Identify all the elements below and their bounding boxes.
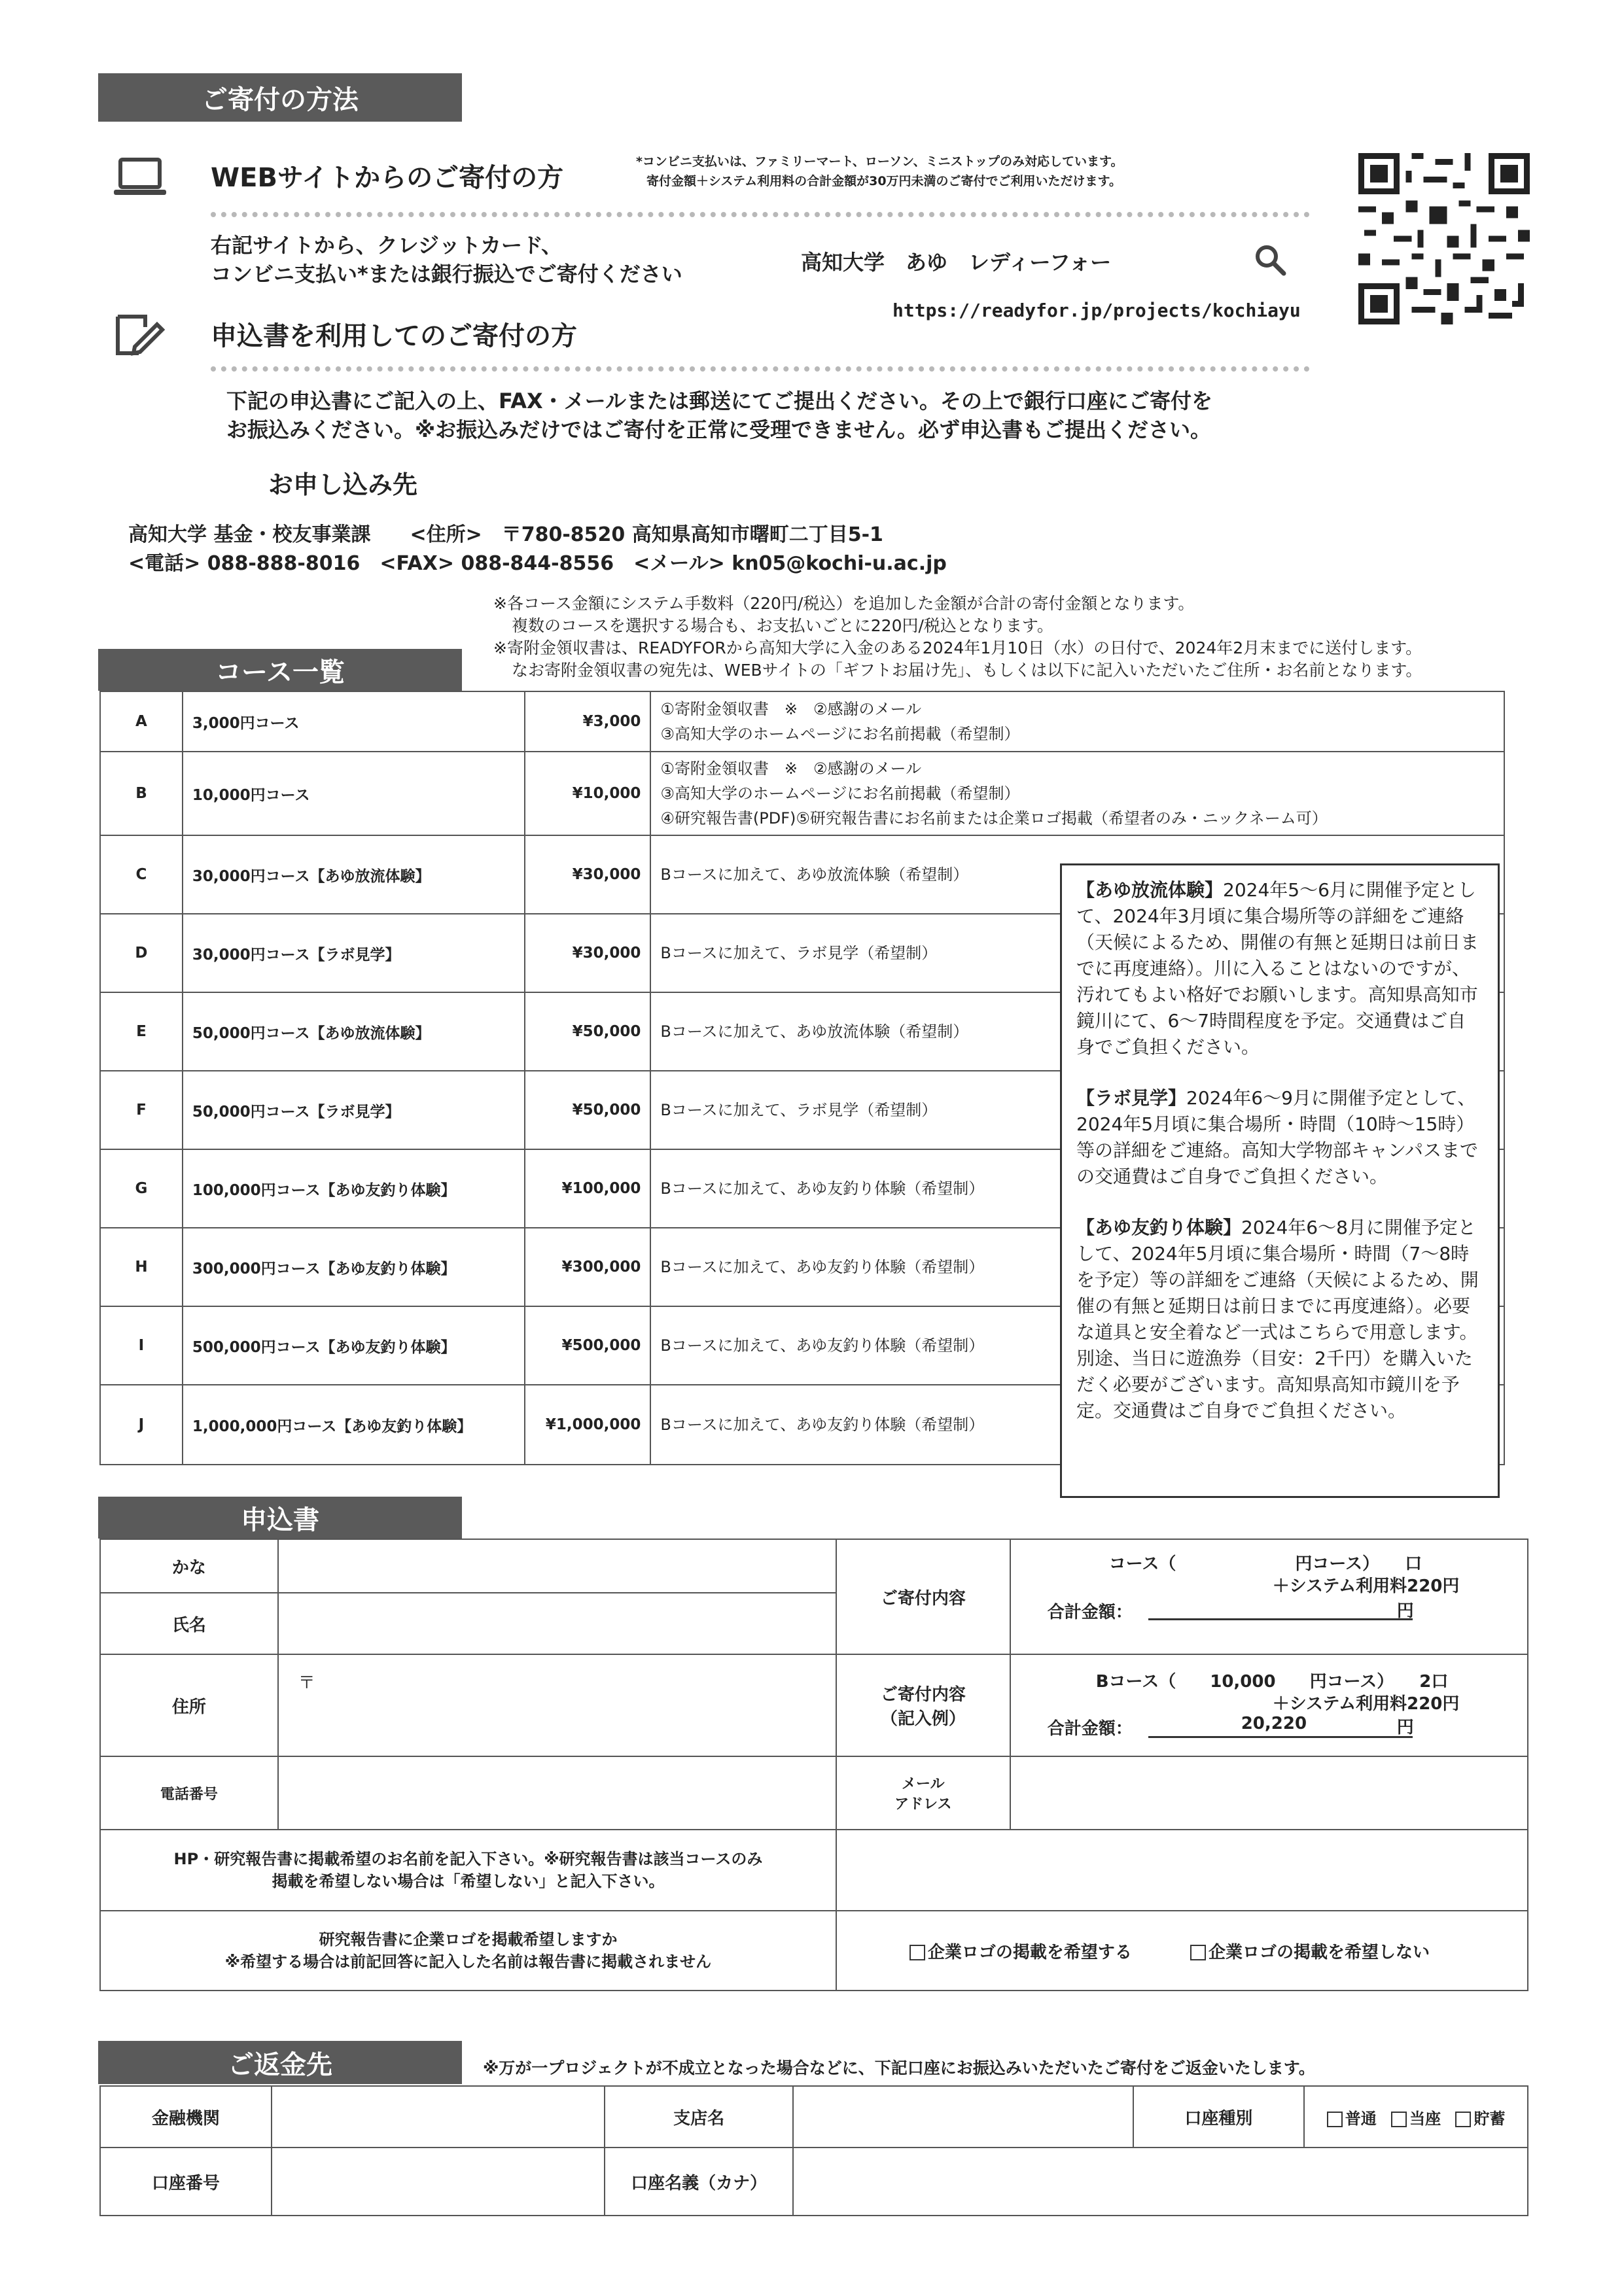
- section-header-courses: コース一覧: [98, 649, 462, 691]
- logo-no-checkbox[interactable]: [1190, 1945, 1206, 1960]
- address-label: 住所: [100, 1654, 278, 1756]
- course-price: ¥100,000: [525, 1149, 650, 1228]
- course-id: D: [100, 914, 183, 992]
- example-label-2: （記入例）: [880, 1709, 966, 1729]
- search-icon: [1254, 243, 1288, 277]
- email-field[interactable]: [1010, 1756, 1528, 1830]
- refund-table: [99, 2085, 1528, 2216]
- course-price: ¥30,000: [525, 835, 650, 914]
- web-donation-title: WEBサイトからのご寄付の方: [211, 163, 564, 193]
- course-benefit-line: ①寄附金領収書 ※ ②感謝のメール: [660, 759, 922, 778]
- type-savings-option[interactable]: [1455, 2110, 1505, 2128]
- system-fee: ＋システム利用料220円: [1272, 1576, 1460, 1596]
- course-name: 30,000円コース【あゆ放流体験】: [183, 835, 525, 914]
- donation-content-label: ご寄付内容: [836, 1539, 1010, 1654]
- course-id: B: [100, 752, 183, 835]
- info-ayu-release-title: 【あゆ放流体験】: [1076, 879, 1224, 901]
- hp-line-1: HP・研究報告書に掲載希望のお名前を記入下さい。※研究報告書は該当コースのみ: [173, 1850, 763, 1868]
- event-info-box: [1060, 863, 1500, 1498]
- example-course: Bコース（ 10,000 円コース） 2口: [1095, 1672, 1449, 1692]
- yen-label: 円: [1396, 1601, 1414, 1621]
- account-number-label: 口座番号: [100, 2148, 272, 2216]
- account-number-field[interactable]: [272, 2148, 605, 2216]
- course-benefits: [650, 691, 1504, 752]
- section-header-application: 申込書: [98, 1497, 462, 1539]
- course-note-1: ※各コース金額にシステム手数料（220円/税込）を追加した金額が合計の寄付金額となります。: [493, 594, 1195, 613]
- example-label-1: ご寄付内容: [880, 1685, 966, 1705]
- form-donation-title: 申込書を利用してのご寄付の方: [211, 321, 577, 351]
- hp-name-label: [100, 1830, 836, 1911]
- info-fishing-title: 【あゆ友釣り体験】: [1076, 1217, 1242, 1238]
- logo-no-label: 企業ロゴの掲載を希望しない: [1209, 1942, 1430, 1962]
- course-benefit-line: ①寄附金領収書 ※ ②感謝のメール: [660, 700, 922, 718]
- type-savings-label: 貯蓄: [1474, 2109, 1506, 2128]
- account-name-field[interactable]: [793, 2148, 1528, 2216]
- divider-dots-2: [211, 366, 1310, 372]
- course-benefit-line: Bコースに加えて、あゆ放流体験（希望制）: [660, 865, 969, 884]
- course-benefit-line: Bコースに加えて、あゆ友釣り体験（希望制）: [660, 1179, 985, 1198]
- logo-label: [100, 1911, 836, 1991]
- section-header-refund: ご返金先: [98, 2041, 462, 2084]
- example-total: 20,220: [1241, 1714, 1307, 1733]
- course-name: 3,000円コース: [183, 691, 525, 752]
- form-desc-2: お振込みください。※お振込みだけではご寄付を正常に受理できません。必ず申込書もご提出ください。: [226, 417, 1212, 442]
- email-label-2: アドレス: [894, 1796, 952, 1813]
- course-row: [100, 752, 1504, 835]
- kana-label: かな: [100, 1539, 278, 1593]
- phone-label: 電話番号: [100, 1756, 278, 1830]
- course-name: 500,000円コース【あゆ友釣り体験】: [183, 1306, 525, 1385]
- web-desc-1: 右記サイトから、クレジットカード、: [211, 233, 563, 258]
- divider-dots: [211, 212, 1310, 217]
- form-desc-1: 下記の申込書にご記入の上、FAX・メールまたは郵送にてご提出ください。その上で銀行口座にご寄付を: [226, 389, 1212, 413]
- course-benefit-line: ④研究報告書(PDF)⑤研究報告書にお名前または企業ロゴ掲載（希望者のみ・ニックネーム可）: [660, 809, 1328, 827]
- email-label-1: メール: [902, 1776, 945, 1792]
- logo-line-1: 研究報告書に企業ロゴを掲載希望しますか: [319, 1930, 618, 1949]
- course-id: F: [100, 1071, 183, 1149]
- course-name: 50,000円コース【あゆ放流体験】: [183, 992, 525, 1071]
- course-price: ¥50,000: [525, 992, 650, 1071]
- kana-field[interactable]: [278, 1539, 836, 1593]
- laptop-icon: [113, 157, 168, 198]
- account-type-options: [1304, 2086, 1528, 2148]
- info-lab-body: 2024年6〜9月に開催予定として、2024年5月頃に集合場所・時間（10時〜15時）等の詳細をご連絡。高知大学物部キャンパスまでの交通費はご自身でご負担ください。: [1076, 1087, 1479, 1187]
- course-benefit-line: Bコースに加えて、あゆ友釣り体験（希望制）: [660, 1336, 985, 1355]
- course-benefit-line: Bコースに加えて、あゆ友釣り体験（希望制）: [660, 1416, 985, 1434]
- course-id: E: [100, 992, 183, 1071]
- course-id: H: [100, 1228, 183, 1306]
- info-ayu-release-body: 2024年5〜6月に開催予定として、2024年3月頃に集合場所等の詳細をご連絡（天候によるため、開催の有無と延期日は前日までに再度連絡）。川に入ることはないのですが、汚れてもよい格好でお願いします。高知県高知市鏡川にて、6〜7時間程度を予定。交通費はご自身でご負担ください。: [1076, 879, 1479, 1058]
- hp-line-2: 掲載を希望しない場合は「希望しない」と記入下さい。: [272, 1872, 665, 1890]
- course-price: ¥500,000: [525, 1306, 650, 1385]
- qr-code: [1358, 153, 1530, 324]
- donation-example: [1010, 1654, 1528, 1756]
- example-total-label: 合計金額：: [1047, 1719, 1133, 1739]
- name-field[interactable]: [278, 1593, 836, 1654]
- web-desc-2: コンビニ支払い*または銀行振込でご寄付ください: [211, 262, 682, 287]
- postal-mark: 〒: [298, 1673, 315, 1693]
- course-id: J: [100, 1385, 183, 1465]
- course-id: C: [100, 835, 183, 914]
- logo-no-option[interactable]: [1190, 1943, 1430, 1962]
- course-benefit-line: ③高知大学のホームページにお名前掲載（希望制）: [660, 784, 1020, 803]
- logo-yes-option[interactable]: [909, 1943, 1132, 1962]
- logo-yes-label: 企業ロゴの掲載を希望する: [927, 1942, 1132, 1962]
- course-line: コース（ 円コース） 口: [1108, 1554, 1422, 1574]
- course-note-3: ※寄附金領収書は、READYFORから高知大学に入金のある2024年1月10日（水）の日付で、2024年2月末までに送付します。: [493, 638, 1422, 657]
- type-normal-checkbox[interactable]: [1327, 2112, 1343, 2127]
- section-header-method: ご寄付の方法: [98, 73, 462, 122]
- course-name: 300,000円コース【あゆ友釣り体験】: [183, 1228, 525, 1306]
- course-benefits: [650, 752, 1504, 835]
- donation-url[interactable]: https://readyfor.jp/projects/kochiayu: [892, 300, 1301, 321]
- branch-field[interactable]: [793, 2086, 1133, 2148]
- total-label: 合計金額：: [1047, 1603, 1133, 1622]
- course-name: 30,000円コース【ラボ見学】: [183, 914, 525, 992]
- example-yen: 円: [1396, 1718, 1414, 1737]
- course-note-2: 複数のコースを選択する場合も、お支払いごとに220円/税込となります。: [512, 616, 1053, 635]
- example-system-fee: ＋システム利用料220円: [1272, 1694, 1460, 1714]
- course-name: 1,000,000円コース【あゆ友釣り体験】: [183, 1385, 525, 1465]
- course-benefit-line: Bコースに加えて、あゆ放流体験（希望制）: [660, 1022, 969, 1041]
- course-row: [100, 691, 1504, 752]
- course-price: ¥3,000: [525, 691, 650, 752]
- type-current-option[interactable]: [1391, 2110, 1441, 2128]
- pencil-form-icon: [111, 307, 166, 362]
- type-normal-label: 普通: [1345, 2109, 1377, 2128]
- donation-content-field[interactable]: [1010, 1539, 1528, 1654]
- search-keywords: 高知大学 あゆ レディーフォー: [801, 250, 1112, 275]
- course-price: ¥10,000: [525, 752, 650, 835]
- refund-note: ※万が一プロジェクトが不成立となった場合などに、下記口座にお振込みいただいたご寄付をご返金いたします。: [483, 2059, 1315, 2078]
- course-benefit-line: ③高知大学のホームページにお名前掲載（希望制）: [660, 725, 1020, 743]
- logo-options: [836, 1911, 1528, 1991]
- account-type-label: 口座種別: [1133, 2086, 1305, 2148]
- hp-name-field[interactable]: [836, 1830, 1528, 1911]
- course-benefit-line: Bコースに加えて、ラボ見学（希望制）: [660, 944, 938, 962]
- info-lab-title: 【ラボ見学】: [1076, 1087, 1187, 1109]
- type-normal-option[interactable]: [1327, 2110, 1377, 2128]
- course-price: ¥50,000: [525, 1071, 650, 1149]
- phone-field[interactable]: [278, 1756, 836, 1830]
- branch-label: 支店名: [605, 2086, 793, 2148]
- web-note-2: 寄付金額＋システム利用料の合計金額が30万円未満のご寄付でご利用いただけます。: [646, 174, 1122, 188]
- example-label: [836, 1654, 1010, 1756]
- course-id: A: [100, 691, 183, 752]
- address-field[interactable]: [278, 1654, 836, 1756]
- contact-line-2: <電話> 088-888-8016 <FAX> 088-844-8556 <メール> kn05@kochi-u.ac.jp: [128, 552, 947, 575]
- course-benefit-line: Bコースに加えて、あゆ友釣り体験（希望制）: [660, 1258, 985, 1276]
- course-price: ¥30,000: [525, 914, 650, 992]
- course-note-4: なお寄附金領収書の宛先は、WEBサイトの「ギフトお届け先」、もしくは以下に記入いただいたご住所・お名前となります。: [512, 661, 1422, 680]
- bank-label: 金融機関: [100, 2086, 272, 2148]
- course-price: ¥300,000: [525, 1228, 650, 1306]
- email-label: [836, 1756, 1010, 1830]
- contact-line-1: 高知大学 基金・校友事業課 <住所> 〒780-8520 高知県高知市曙町二丁目5-1: [128, 523, 883, 546]
- type-savings-checkbox[interactable]: [1455, 2112, 1471, 2127]
- bank-field[interactable]: [272, 2086, 605, 2148]
- name-label: 氏名: [100, 1593, 278, 1654]
- info-fishing-body: 2024年6〜8月に開催予定として、2024年5月頃に集合場所・時間（7〜8時を予定）等の詳細をご連絡（天候によるため、開催の有無と延期日は前日までに再度連絡）。必要な道具と安全着など一式はこちらで用意します。別途、当日に遊漁券（目安：2千円）を購入いただく必要がございます。高知県高知市鏡川を予定。交通費はご自身でご負担ください。: [1076, 1217, 1479, 1421]
- course-name: 50,000円コース【ラボ見学】: [183, 1071, 525, 1149]
- type-current-checkbox[interactable]: [1391, 2112, 1407, 2127]
- web-note-1: *コンビニ支払いは、ファミリーマート、ローソン、ミニストップのみ対応しています。: [636, 154, 1123, 169]
- course-id: I: [100, 1306, 183, 1385]
- course-name: 10,000円コース: [183, 752, 525, 835]
- course-name: 100,000円コース【あゆ友釣り体験】: [183, 1149, 525, 1228]
- account-name-label: 口座名義（カナ）: [605, 2148, 793, 2216]
- type-current-label: 当座: [1409, 2109, 1441, 2128]
- contact-title: お申し込み先: [268, 470, 418, 499]
- course-id: G: [100, 1149, 183, 1228]
- course-price: ¥1,000,000: [525, 1385, 650, 1465]
- logo-line-2: ※希望する場合は前記回答に記入した名前は報告書に掲載されません: [224, 1953, 712, 1971]
- course-benefit-line: Bコースに加えて、ラボ見学（希望制）: [660, 1101, 938, 1119]
- application-form: [99, 1539, 1528, 1991]
- logo-yes-checkbox[interactable]: [909, 1945, 925, 1960]
